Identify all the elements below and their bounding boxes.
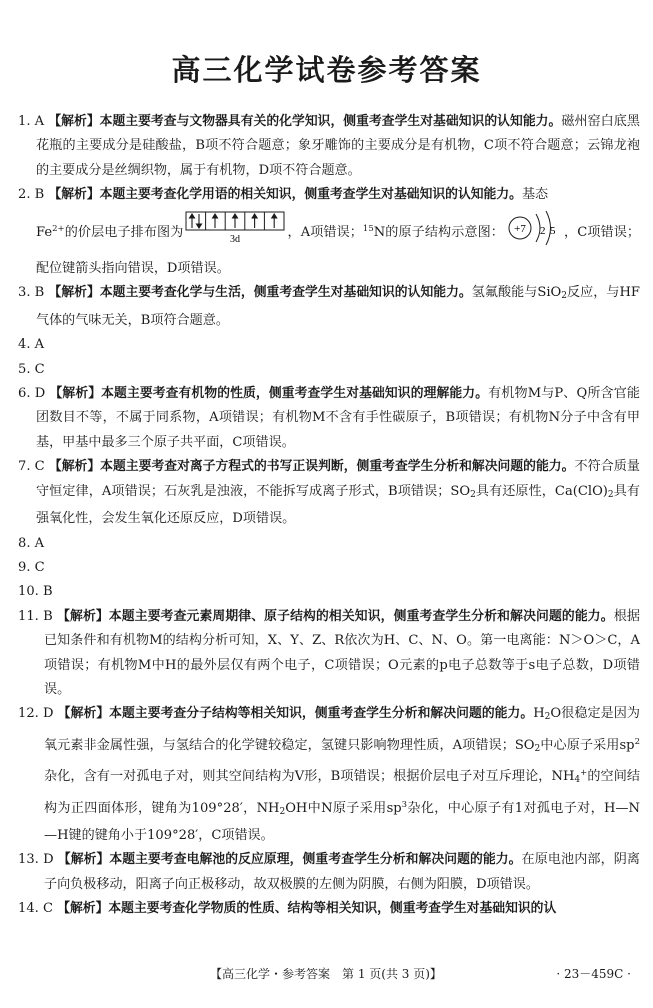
subscript: 2 — [279, 806, 286, 817]
answer-body: 不符合质量守恒定律，A项错误；石灰乳是浊液，不能拆写成离子形式，B项错误；SO — [36, 459, 641, 499]
subscript: 2 — [544, 712, 551, 723]
answer-body: 具有强氧化性，会发生氧化还原反应，D项错误。 — [36, 483, 641, 527]
footer-page-info: 【高三化学・参考答案 第 1 页(共 3 页)】 — [210, 967, 442, 981]
nucleus-charge: +7 — [514, 222, 526, 235]
answer-list — [18, 110, 640, 922]
page-title: 高三化学试卷参考答案 — [171, 53, 482, 87]
analysis-tag: 【解析】 — [57, 706, 110, 722]
answer-body: 根据已知条件和有机物M的结构分析可知，X、Y、Z、R依次为H、C、N、O。第一电离能：N＞O＞C，A项错误；有机物M中H的最外层仅有两个电子，C项错误；O元素的p电子总数等于s电子总数，D项错误。 — [44, 608, 641, 697]
answer-lead: 本题主要考查化学与生活，侧重考查学生对基础知识的认知能力。 — [99, 285, 472, 301]
answer-item-1 — [18, 110, 640, 183]
answer-body: 的价层电子排布图为 — [64, 224, 184, 240]
subscript: 4 — [574, 775, 581, 786]
analysis-tag: 【解析】 — [57, 608, 109, 624]
answer-number: 3. B — [18, 285, 45, 301]
answer-item-5: 5. C — [18, 361, 45, 377]
analysis-tag: 【解析】 — [49, 386, 102, 402]
answer-lead: 本题主要考查分子结构等相关知识，侧重考查学生分析和解决问题的能力。 — [109, 706, 534, 722]
answer-lead: 本题主要考查对离子方程式的书写正误判断，侧重考查学生分析和解决问题的能力。 — [100, 459, 575, 475]
shell-electrons-1: 2 — [539, 224, 546, 237]
superscript: 3 — [401, 799, 408, 810]
answer-body: 在原电池内部，阴离子向负极移动，阳离子向正极移动，故双极膜的左侧为阴膜，右侧为阳膜，D项错误。 — [44, 852, 641, 892]
answer-number: 6. D — [18, 386, 46, 402]
answer-body: 有机物M与P、Q所含官能团数目不等，不属于同系物，A项错误；有机物M不含有手性碳原子，B项错误；有机物N分子中含有甲基，甲基中最多三个原子共平面，C项错误。 — [36, 386, 641, 450]
shell-electrons-2: 5 — [549, 224, 556, 237]
answer-body: 杂化，含有一对孤电子对，则其空间结构为V形，B项错误；根据价层电子对互斥理论，NH — [44, 769, 575, 785]
answer-body: 杂化，中心原子有1对孤电子对，H—N—H键的键角小于109°28′，C项错误。 — [44, 800, 640, 843]
answer-body: H — [533, 706, 545, 722]
answer-body: 反应，与HF气体的气味无关，B项符合题意。 — [36, 285, 641, 328]
answer-item-8: 8. A — [18, 535, 45, 551]
answer-lead: 本题主要考查元素周期律、原子结构的相关知识，侧重考查学生分析和解决问题的能力。 — [108, 608, 614, 624]
answer-body: OH中N原子采用sp — [285, 800, 402, 816]
answer-body: 氢氟酸能与SiO — [471, 285, 562, 301]
answer-item-3 — [18, 281, 640, 333]
answer-lead: 本题主要考查有机物的性质，侧重考查学生对基础知识的理解能力。 — [101, 386, 489, 402]
answer-number: 12. D — [18, 706, 54, 722]
answer-number: 11. B — [18, 608, 53, 624]
analysis-tag: 【解析】 — [48, 114, 100, 129]
atom-structure-diagram — [506, 208, 562, 257]
answer-body: O很稳定是因为氧元素非金属性强，与氢结合的化学键较稳定，氢键只影响物理性质，A项错误；SO — [44, 706, 641, 753]
answer-item-10: 10. B — [18, 584, 53, 600]
fe-symbol: Fe — [36, 224, 53, 240]
answer-item-6 — [18, 382, 640, 455]
analysis-tag: 【解析】 — [48, 187, 100, 203]
answer-item-13 — [18, 848, 640, 897]
answer-lead: 本题主要考查化学用语的相关知识，侧重考查学生对基础知识的认知能力。 — [99, 187, 522, 203]
answer-number: 1. A — [18, 114, 45, 129]
answer-body: ，C项错误；配位键箭头指向错误，D项错误。 — [36, 224, 640, 277]
footer-code: · 23－459C · — [556, 967, 631, 981]
answer-number: 2. B — [18, 187, 45, 203]
subscript: 2 — [534, 743, 541, 754]
answer-lead: 本题主要考查电解池的反应原理，侧重考查学生分析和解决问题的能力。 — [109, 852, 522, 868]
answer-body: N的原子结构示意图： — [373, 224, 504, 240]
subscript: 2 — [607, 489, 614, 500]
answer-item-11 — [18, 605, 640, 703]
answer-item-7 — [18, 455, 640, 531]
answer-body: 的空间结构为正四面体形，键角为109°28′，NH — [44, 769, 641, 816]
subscript: 2 — [561, 291, 567, 302]
answer-item-14 — [18, 897, 640, 921]
isotope-mass: 15 — [362, 223, 374, 234]
analysis-tag: 【解析】 — [57, 901, 109, 917]
answer-item-9: 9. C — [18, 559, 45, 575]
superscript: 2 — [634, 736, 640, 747]
answer-body: 磁州窑白底黑花瓶的主要成分是硅酸盐，B项不符合题意；象牙雕饰的主要成分是有机物，C项不符合题意；云锦龙袍的主要成分是丝绸织物，属于有机物，D项不符合题意。 — [36, 114, 641, 178]
subscript: 2 — [470, 489, 476, 500]
answer-body: 基态 — [521, 187, 549, 203]
answer-body: 具有还原性，Ca(ClO) — [475, 483, 608, 499]
analysis-tag: 【解析】 — [57, 852, 110, 868]
answer-lead: 本题主要考查与文物器具有关的化学知识，侧重考查学生对基础知识的认知能力。 — [99, 114, 562, 129]
answer-item-2 — [18, 183, 640, 281]
analysis-tag: 【解析】 — [48, 285, 100, 301]
orbital-diagram — [185, 211, 285, 254]
analysis-tag: 【解析】 — [48, 459, 101, 475]
orbital-label: 3d — [230, 233, 241, 245]
answer-number: 13. D — [18, 852, 54, 868]
answer-number: 14. C — [18, 901, 54, 917]
answer-item-4: 4. A — [18, 337, 45, 353]
answer-number: 7. C — [18, 459, 45, 475]
fe-charge: 2+ — [52, 223, 65, 234]
answer-lead: 本题主要考查化学物质的性质、结构等相关知识，侧重考查学生对基础知识的认 — [108, 901, 557, 917]
answer-body: 中心原子采用sp — [540, 737, 635, 753]
answer-body: ，A项错误； — [287, 224, 363, 240]
superscript: + — [580, 768, 588, 779]
answer-item-12 — [18, 702, 640, 848]
